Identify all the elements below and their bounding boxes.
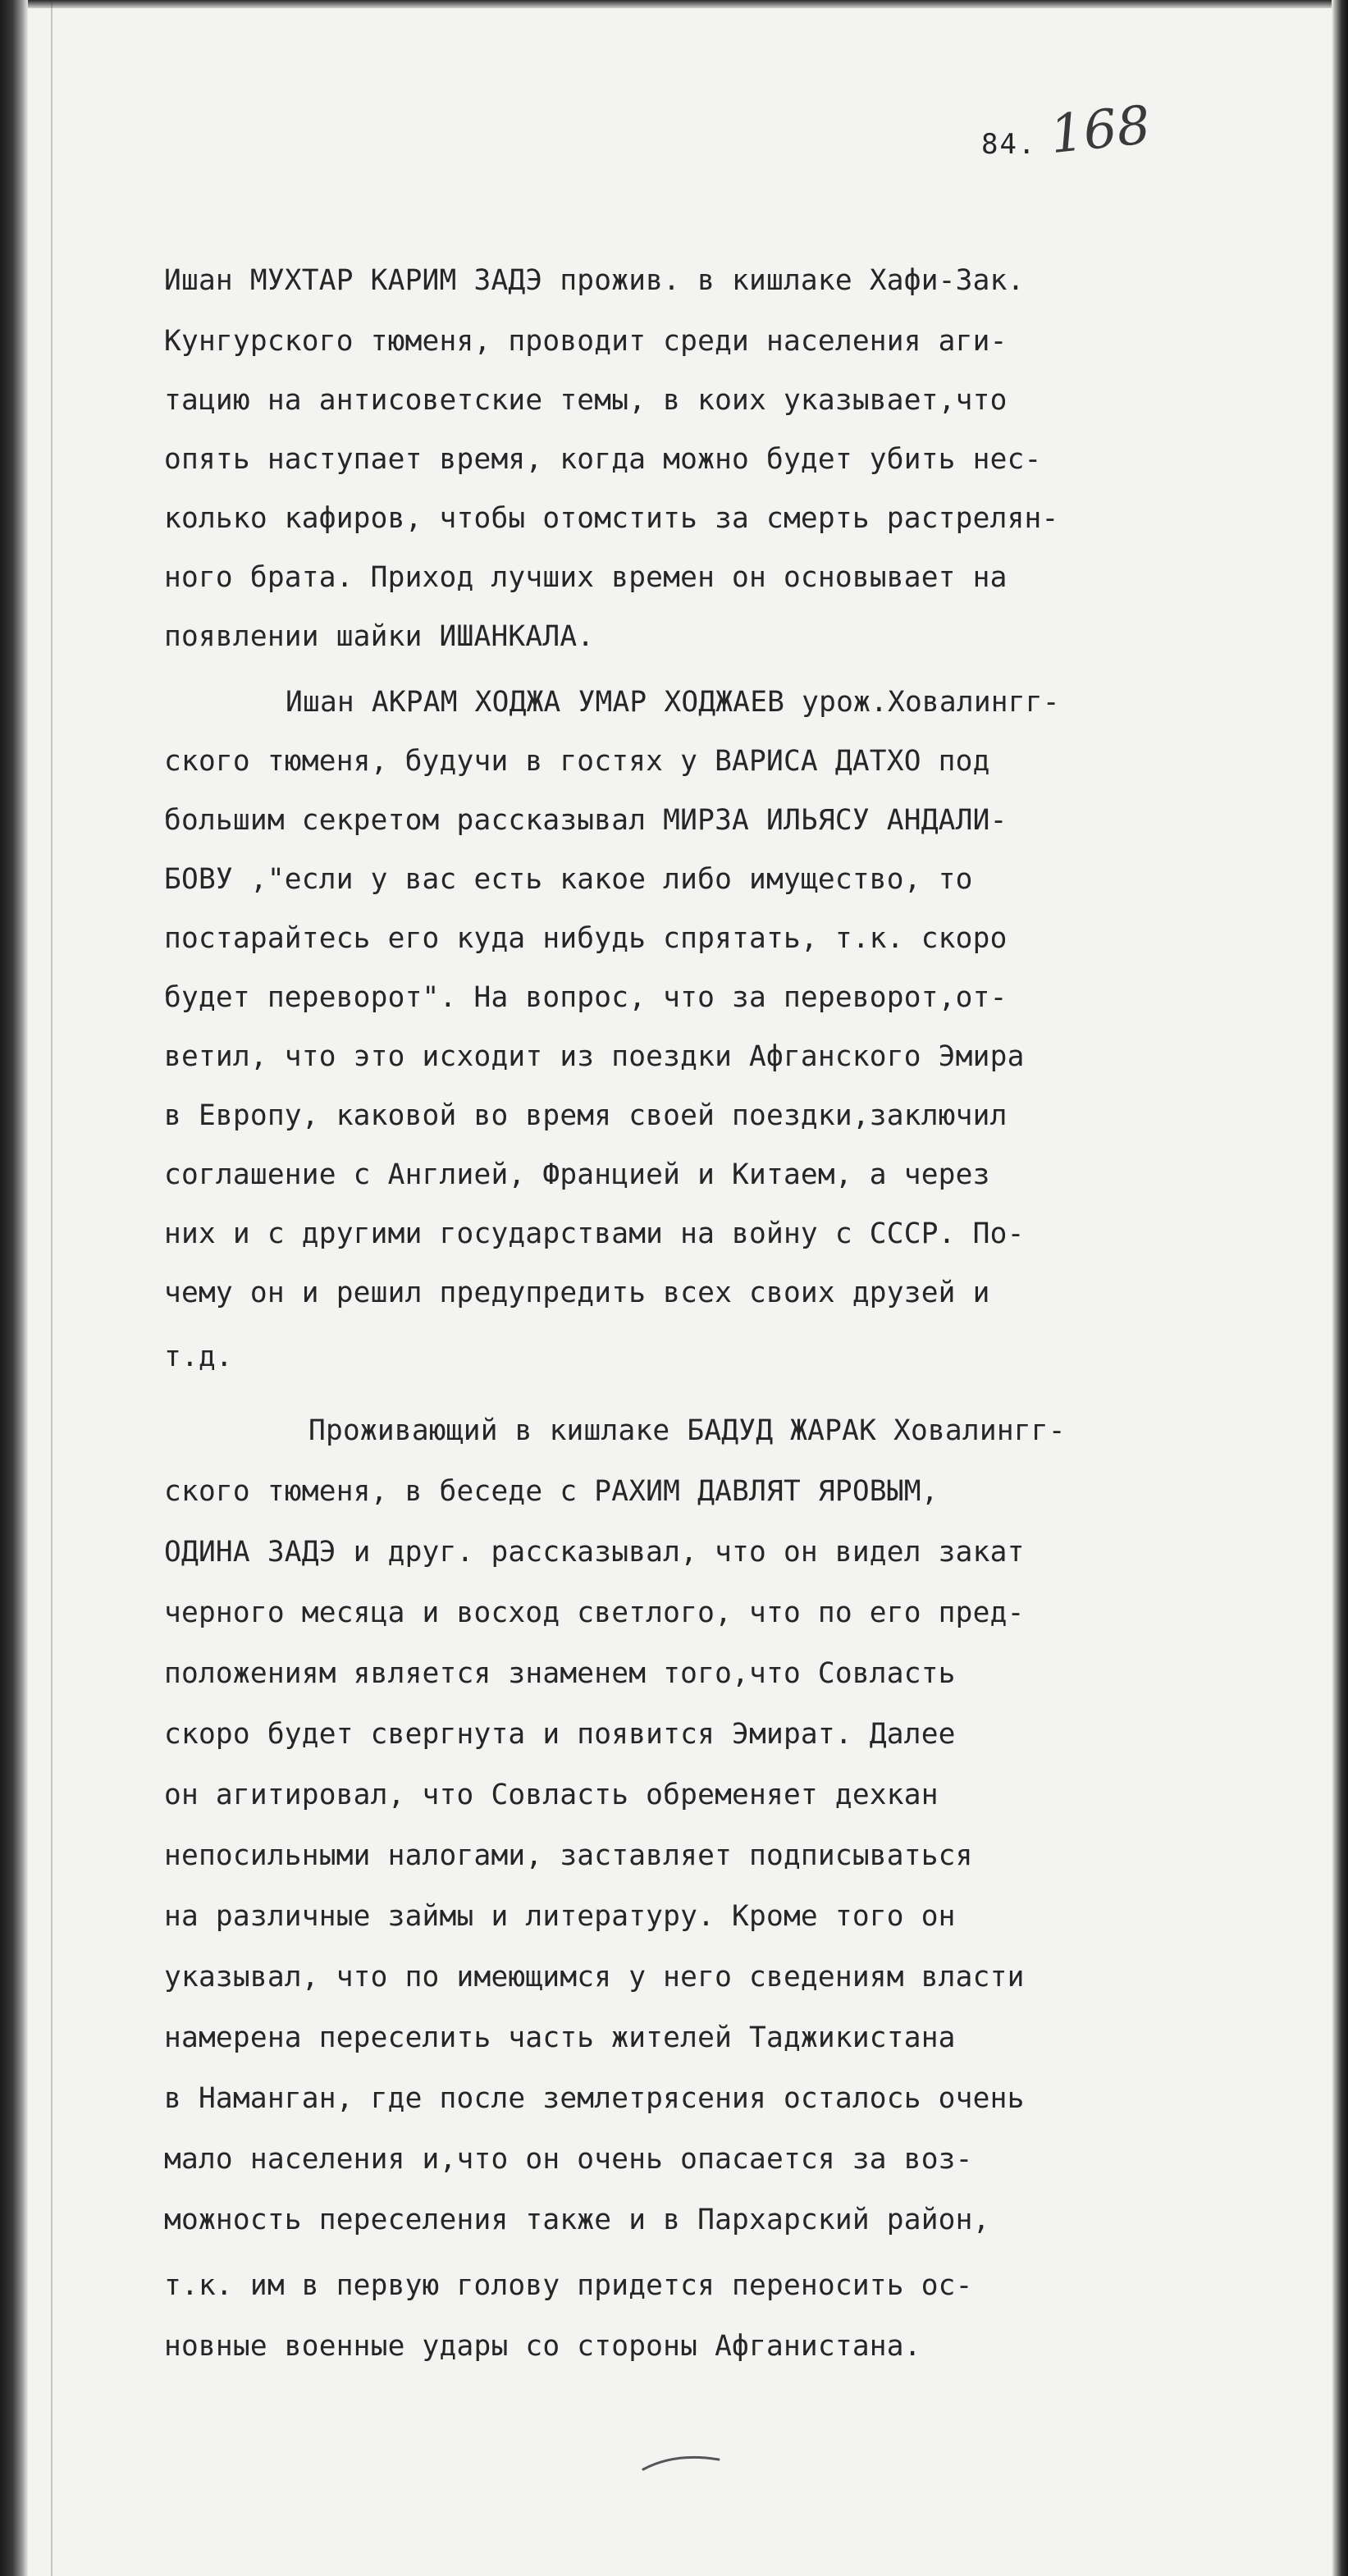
text-line: ОДИНА ЗАДЭ и друг. рассказывал, что он видел закат bbox=[164, 1536, 1025, 1569]
text-line: на различные займы и литературу. Кроме того он bbox=[164, 1900, 956, 1933]
text-line: непосильными налогами, заставляет подписываться bbox=[164, 1839, 973, 1872]
text-line: Ишан МУХТАР КАРИМ ЗАДЭ прожив. в кишлаке Хафи-Зак. bbox=[164, 264, 1025, 297]
text-line: в Европу, каковой во время своей поездки,заключил bbox=[164, 1099, 1008, 1132]
text-line: Ишан АКРАМ ХОДЖА УМАР ХОДЖАЕВ урож.Ховалингг- bbox=[286, 686, 1060, 719]
handwritten-archive-number: 168 bbox=[1047, 94, 1154, 167]
scan-fold-line bbox=[51, 0, 53, 2576]
text-line: опять наступает время, когда можно будет убить нес- bbox=[164, 443, 1042, 476]
page-number: 84. bbox=[981, 128, 1037, 161]
text-line: БОВУ ,"если у вас есть какое либо имущество, то bbox=[164, 863, 973, 896]
text-line: Кунгурского тюменя, проводит среди населения аги- bbox=[164, 325, 1008, 358]
scan-edge-top bbox=[0, 0, 1348, 8]
text-line: соглашение с Англией, Францией и Китаем, а через bbox=[164, 1158, 990, 1191]
text-line: положениям является знаменем того,что Совласть bbox=[164, 1657, 956, 1690]
text-line: в Наманган, где после землетрясения осталось очень bbox=[164, 2082, 1025, 2115]
ink-mark-icon bbox=[640, 2453, 722, 2473]
text-line: них и с другими государствами на войну с СССР. По- bbox=[164, 1217, 1025, 1250]
text-line: Проживающий в кишлаке БАДУД ЖАРАК Ховалингг- bbox=[308, 1414, 1066, 1447]
text-line: черного месяца и восход светлого, что по его пред- bbox=[164, 1596, 1025, 1629]
text-line: ветил, что это исходит из поездки Афганского Эмира bbox=[164, 1040, 1025, 1073]
scan-edge-left bbox=[0, 0, 28, 2576]
text-line: ского тюменя, в беседе с РАХИМ ДАВЛЯТ ЯРОВЫМ, bbox=[164, 1475, 939, 1508]
text-line: будет переворот". На вопрос, что за переворот,от- bbox=[164, 981, 1008, 1014]
text-line: можность переселения также и в Пархарский район, bbox=[164, 2204, 990, 2236]
text-line: колько кафиров, чтобы отомстить за смерть растрелян- bbox=[164, 502, 1059, 535]
text-line: намерена переселить часть жителей Таджикистана bbox=[164, 2021, 956, 2054]
text-line: постарайтесь его куда нибудь спрятать, т.к. скоро bbox=[164, 922, 1008, 955]
text-line: указывал, что по имеющимся у него сведениям власти bbox=[164, 1961, 1025, 1994]
text-line: т.д. bbox=[164, 1341, 233, 1373]
text-line: тацию на антисоветские темы, в коих указывает,что bbox=[164, 384, 1008, 417]
text-line: скоро будет свергнута и появится Эмират. Далее bbox=[164, 1718, 956, 1751]
text-line: появлении шайки ИШАНКАЛА. bbox=[164, 620, 595, 653]
text-line: он агитировал, что Совласть обременяет дехкан bbox=[164, 1779, 939, 1811]
text-line: большим секретом рассказывал МИРЗА ИЛЬЯСУ АНДАЛИ- bbox=[164, 804, 1008, 837]
text-line: мало населения и,что он очень опасается за воз- bbox=[164, 2143, 973, 2176]
text-line: новные военные удары со стороны Афганистана. bbox=[164, 2330, 921, 2363]
text-line: ного брата. Приход лучших времен он основывает на bbox=[164, 561, 1008, 594]
text-line: т.к. им в первую голову придется переносить ос- bbox=[164, 2269, 973, 2302]
text-line: ского тюменя, будучи в гостях у ВАРИСА ДАТХО под bbox=[164, 745, 990, 778]
scan-edge-right bbox=[1332, 0, 1348, 2576]
text-line: чему он и решил предупредить всех своих друзей и bbox=[164, 1277, 990, 1309]
